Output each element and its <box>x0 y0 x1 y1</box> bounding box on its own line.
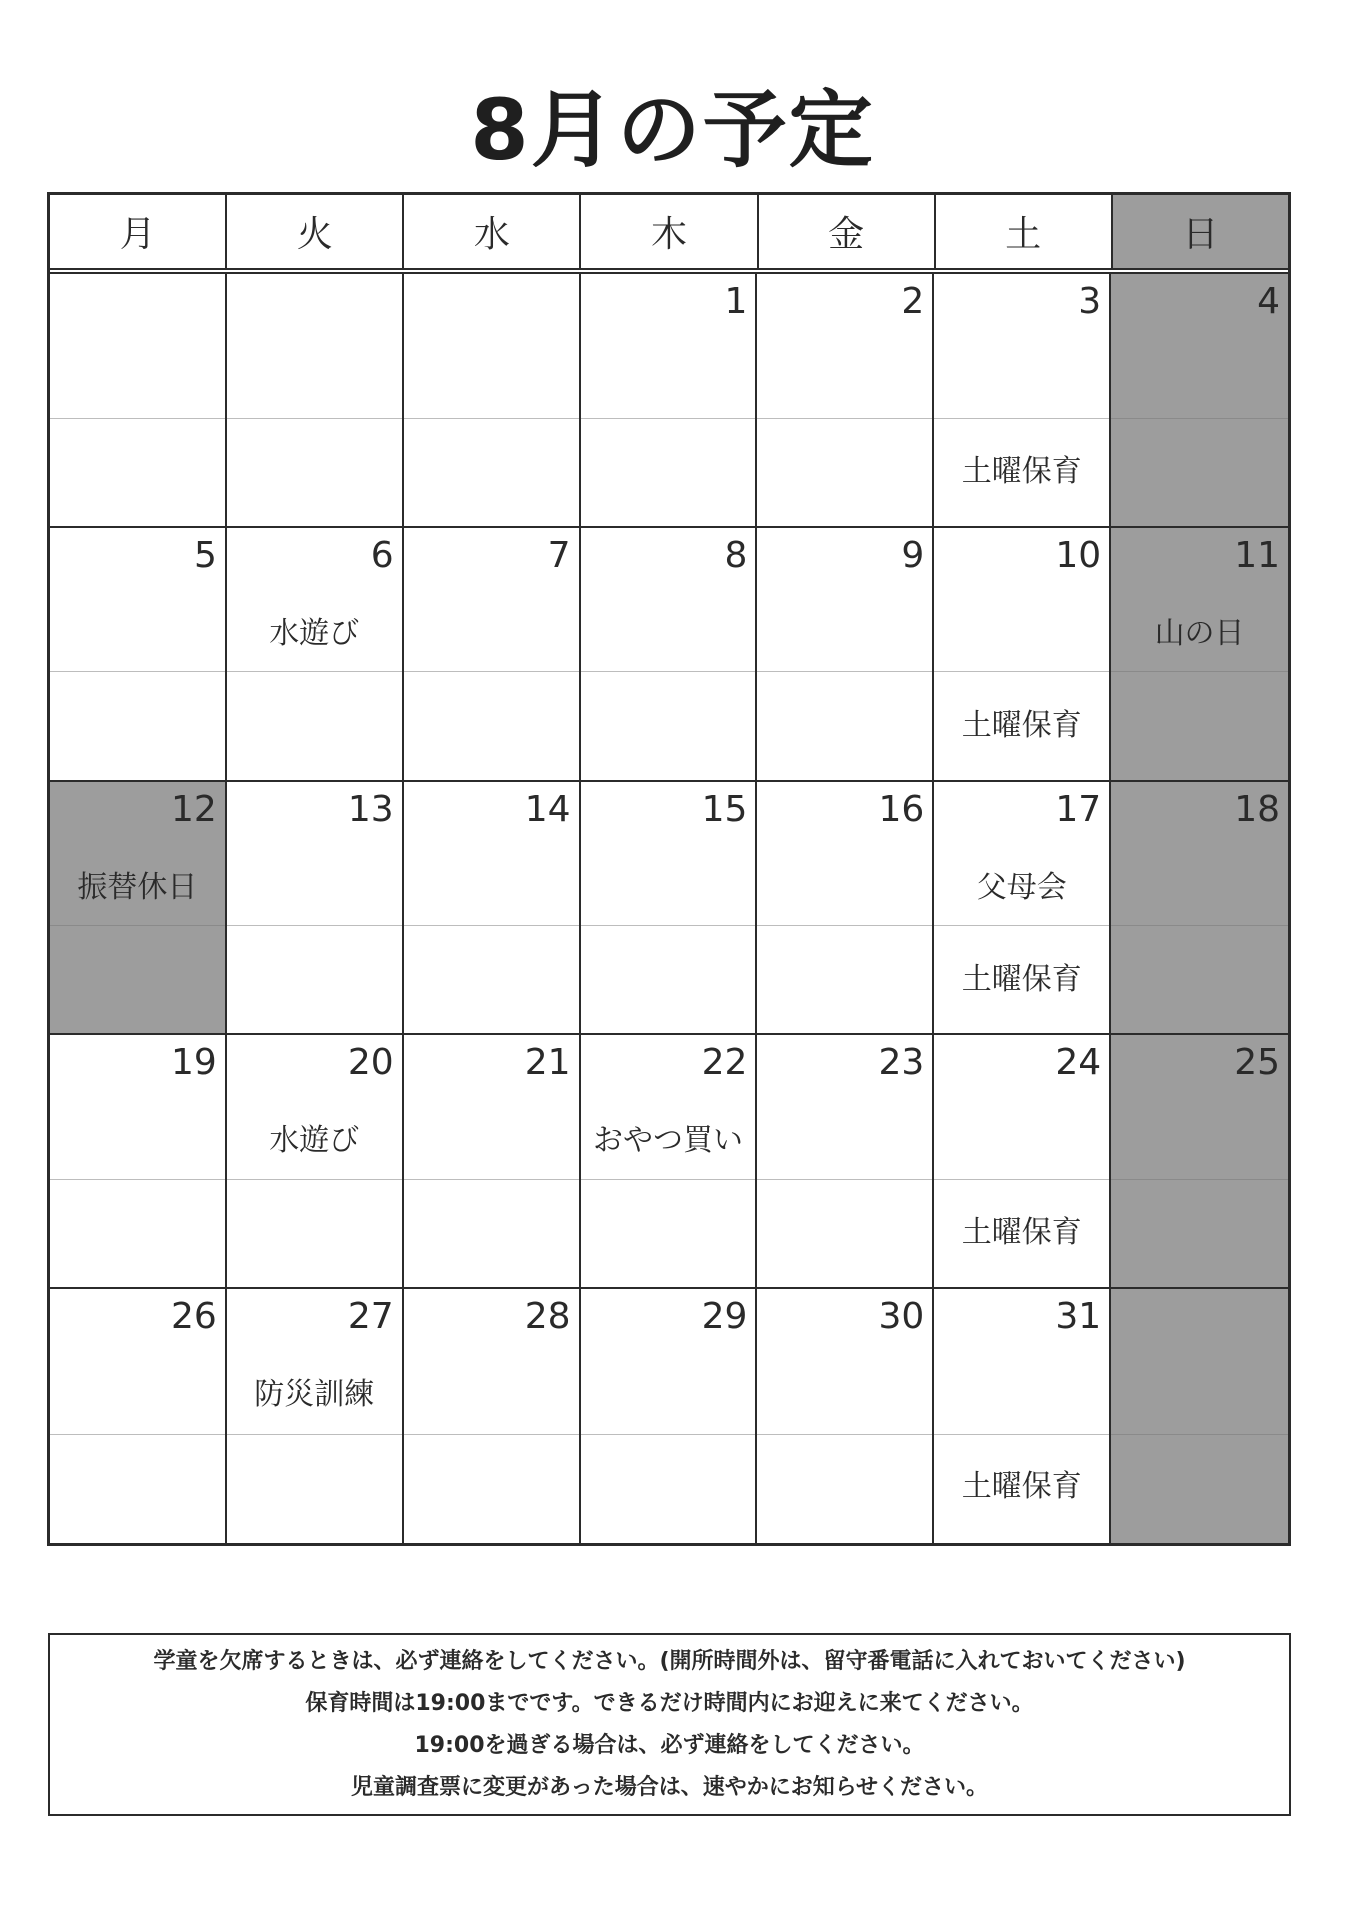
day-number: 12 <box>171 788 217 830</box>
cell-divider <box>934 1434 1109 1435</box>
day-number: 7 <box>547 534 571 576</box>
day-number: 19 <box>171 1042 217 1084</box>
day-cell <box>581 782 758 1036</box>
day-cell <box>757 274 934 528</box>
cell-divider <box>404 671 579 672</box>
cell-divider <box>50 671 225 672</box>
day-cell <box>934 782 1111 1036</box>
weekday-header <box>50 195 1288 274</box>
cell-divider <box>404 1434 579 1435</box>
day-number: 6 <box>370 534 394 576</box>
day-cell <box>50 782 227 1036</box>
notice-line: 学童を欠席するときは、必ず連絡をしてください。(開所時間外は、留守番電話に入れておいてください) <box>153 1648 1186 1674</box>
day-cell <box>50 1289 227 1543</box>
cell-divider <box>581 925 756 926</box>
day-cell <box>227 274 404 528</box>
event-label: 土曜保育 <box>961 454 1082 489</box>
weekday-tue: 火 <box>227 195 404 268</box>
cell-divider <box>227 671 402 672</box>
day-number: 25 <box>1234 1042 1280 1084</box>
day-number: 26 <box>171 1296 217 1338</box>
day-cell <box>1111 1289 1288 1543</box>
event-label: 土曜保育 <box>961 707 1082 743</box>
cell-divider <box>757 671 932 672</box>
event-label: 山の日 <box>1154 615 1245 651</box>
day-cell <box>757 1289 934 1543</box>
day-number: 17 <box>1055 788 1102 830</box>
event-label: 水遊び <box>269 615 360 651</box>
day-cell <box>757 528 934 782</box>
day-cell <box>227 528 404 782</box>
day-number: 31 <box>1055 1296 1102 1338</box>
event-label: 父母会 <box>976 869 1067 905</box>
cell-divider <box>50 418 225 419</box>
cell-divider <box>1111 671 1288 672</box>
day-cell <box>581 1035 758 1289</box>
day-number: 3 <box>1078 281 1102 322</box>
cell-divider <box>934 671 1109 672</box>
day-cell <box>581 274 758 528</box>
day-number: 20 <box>347 1042 394 1084</box>
cell-divider <box>934 418 1109 419</box>
weekday-thu: 木 <box>581 195 758 268</box>
notice-line: 保育時間は19:00までです。できるだけ時間内にお迎えに来てください。 <box>305 1690 1034 1716</box>
day-cell <box>227 1035 404 1289</box>
calendar-grid <box>50 274 1288 1543</box>
cell-divider <box>404 925 579 926</box>
notice-line: 19:00を過ぎる場合は、必ず連絡をしてください。 <box>414 1732 925 1758</box>
day-cell <box>404 1289 581 1543</box>
day-cell <box>934 1289 1111 1543</box>
day-cell <box>581 528 758 782</box>
cell-divider <box>1111 1179 1288 1180</box>
day-number: 13 <box>347 788 394 830</box>
cell-divider <box>1111 1434 1288 1435</box>
day-number: 14 <box>524 788 571 830</box>
day-number: 8 <box>724 534 748 576</box>
page-title: 8月の予定 <box>470 81 875 179</box>
event-label: おやつ買い <box>592 1123 743 1159</box>
calendar <box>47 192 1291 1546</box>
day-number: 23 <box>878 1042 925 1084</box>
day-cell <box>227 1289 404 1543</box>
day-number: 10 <box>1055 534 1102 576</box>
event-label: 防災訓練 <box>254 1377 375 1413</box>
day-cell <box>757 782 934 1036</box>
day-cell <box>934 528 1111 782</box>
cell-divider <box>227 1434 402 1435</box>
weekday-wed: 水 <box>404 195 581 268</box>
day-cell <box>1111 1035 1288 1289</box>
day-cell <box>581 1289 758 1543</box>
day-number: 9 <box>901 534 925 576</box>
day-cell <box>50 1035 227 1289</box>
day-cell <box>1111 274 1288 528</box>
cell-divider <box>757 1179 932 1180</box>
cell-divider <box>404 1179 579 1180</box>
day-number: 16 <box>878 788 925 830</box>
day-cell <box>404 1035 581 1289</box>
weekday-sat: 土 <box>936 195 1113 268</box>
cell-divider <box>581 1434 756 1435</box>
notice-box <box>48 1633 1291 1816</box>
event-label: 土曜保育 <box>961 1469 1082 1505</box>
cell-divider <box>757 418 932 419</box>
cell-divider <box>581 1179 756 1180</box>
day-number: 27 <box>347 1296 394 1338</box>
cell-divider <box>1111 925 1288 926</box>
cell-divider <box>934 925 1109 926</box>
day-cell <box>757 1035 934 1289</box>
day-number: 22 <box>701 1042 748 1084</box>
cell-divider <box>934 1179 1109 1180</box>
event-label: 土曜保育 <box>961 961 1082 997</box>
day-cell <box>1111 528 1288 782</box>
day-number: 30 <box>878 1296 925 1338</box>
day-cell <box>50 528 227 782</box>
cell-divider <box>581 671 756 672</box>
day-cell <box>404 274 581 528</box>
cell-divider <box>50 1179 225 1180</box>
day-number: 15 <box>701 788 748 830</box>
day-number: 1 <box>724 281 748 322</box>
cell-divider <box>1111 418 1288 419</box>
day-number: 29 <box>701 1296 748 1338</box>
cell-divider <box>227 1179 402 1180</box>
cell-divider <box>404 418 579 419</box>
day-cell <box>227 782 404 1036</box>
event-label: 振替休日 <box>77 869 198 905</box>
day-cell <box>1111 782 1288 1036</box>
cell-divider <box>227 418 402 419</box>
day-number: 5 <box>193 534 217 576</box>
cell-divider <box>50 925 225 926</box>
cell-divider <box>50 1434 225 1435</box>
day-number: 4 <box>1257 281 1280 322</box>
weekday-fri: 金 <box>759 195 936 268</box>
day-number: 2 <box>901 281 925 322</box>
day-cell <box>934 274 1111 528</box>
day-number: 18 <box>1234 788 1280 830</box>
day-number: 21 <box>524 1042 571 1084</box>
cell-divider <box>757 1434 932 1435</box>
day-cell <box>934 1035 1111 1289</box>
day-cell <box>404 528 581 782</box>
weekday-sun: 日 <box>1113 195 1288 268</box>
event-label: 土曜保育 <box>961 1215 1082 1251</box>
day-number: 24 <box>1055 1042 1102 1084</box>
day-number: 28 <box>524 1296 571 1338</box>
cell-divider <box>757 925 932 926</box>
weekday-mon: 月 <box>50 195 227 268</box>
day-cell <box>50 274 227 528</box>
event-label: 水遊び <box>269 1123 360 1159</box>
notice-line: 児童調査票に変更があった場合は、速やかにお知らせください。 <box>350 1774 989 1800</box>
cell-divider <box>227 925 402 926</box>
cell-divider <box>581 418 756 419</box>
day-number: 11 <box>1234 534 1280 576</box>
day-cell <box>404 782 581 1036</box>
